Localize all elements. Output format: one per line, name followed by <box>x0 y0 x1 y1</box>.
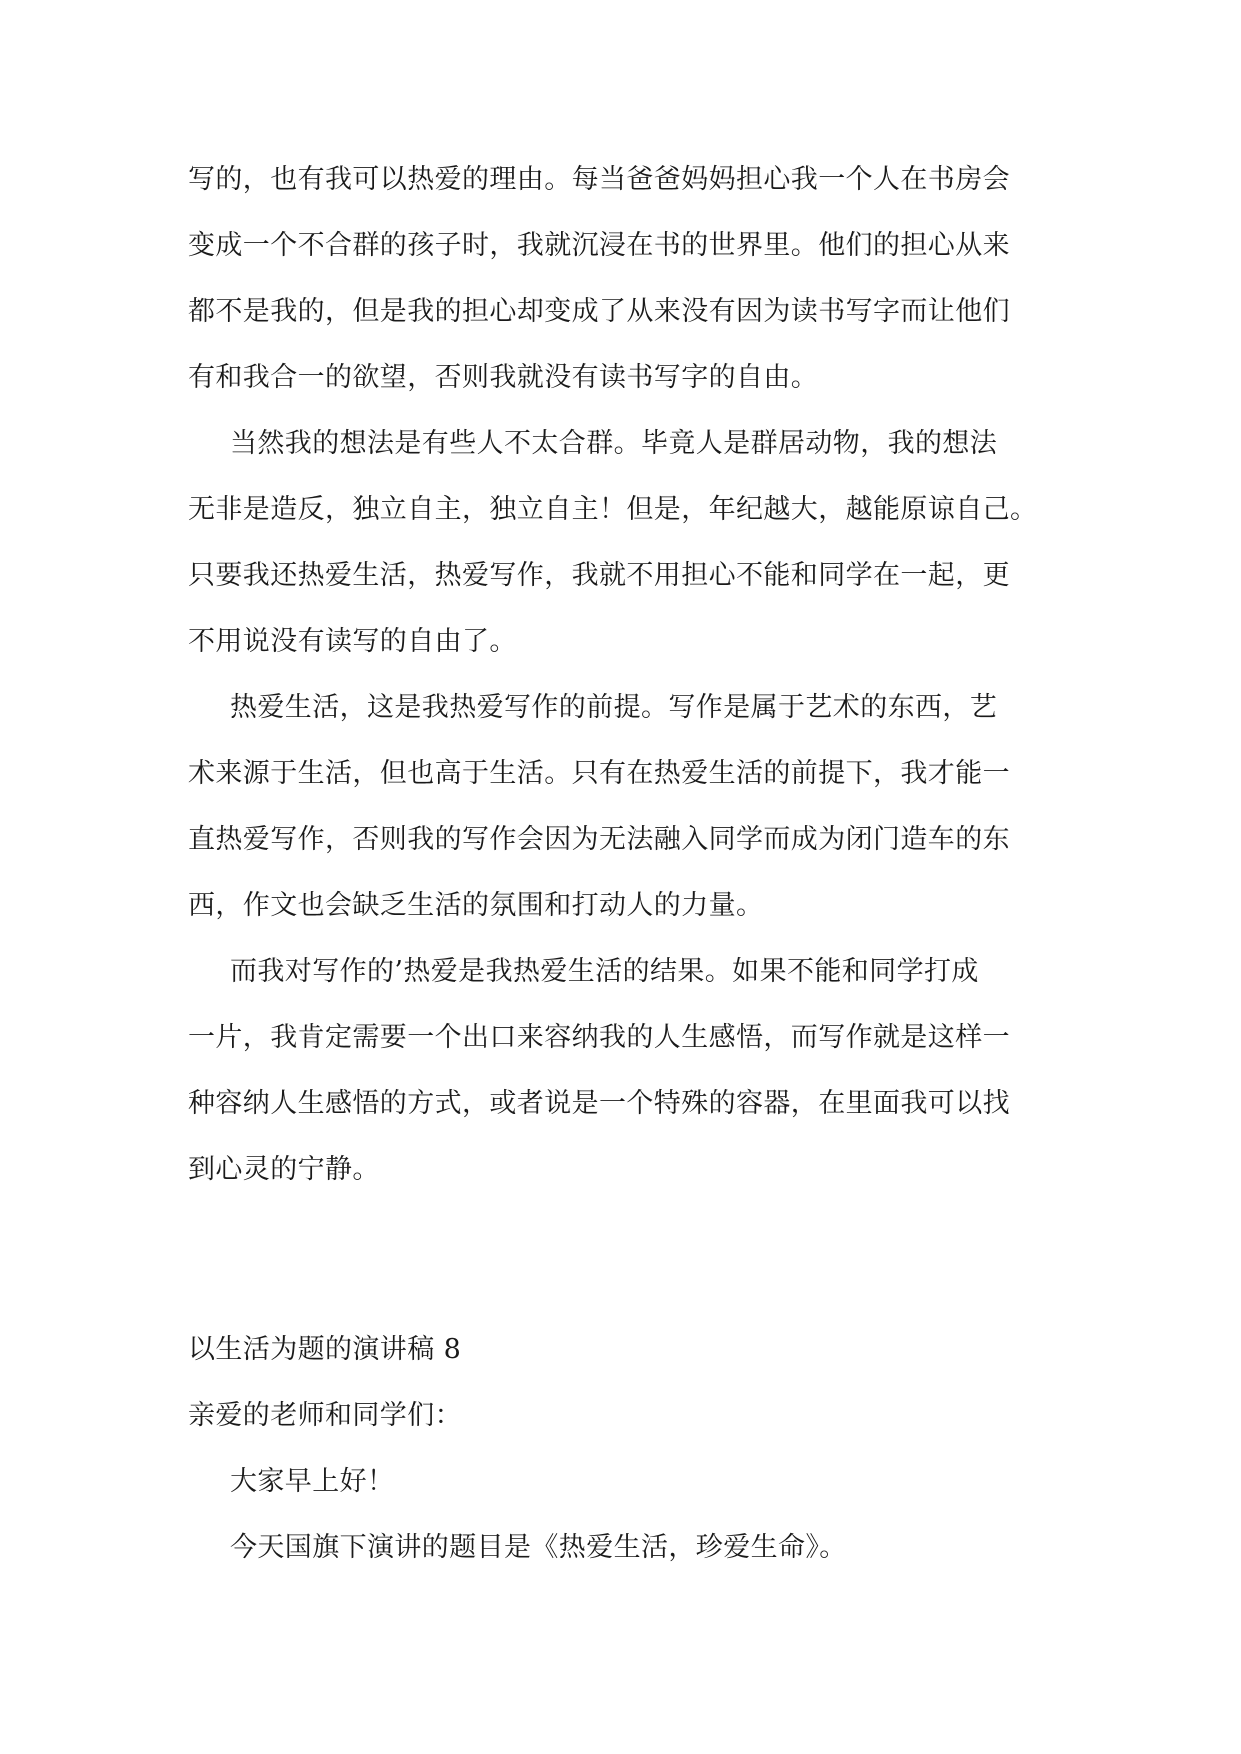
paragraph-line: 写的，也有我可以热爱的理由。每当爸爸妈妈担心我一个人在书房会 <box>188 164 1010 195</box>
paragraph-line: 不用说没有读写的自由了。 <box>188 626 517 657</box>
paragraph-line: 直热爱写作，否则我的写作会因为无法融入同学而成为闭门造车的东 <box>188 824 1010 855</box>
paragraph-line: 有和我合一的欲望，否则我就没有读书写字的自由。 <box>188 362 819 393</box>
paragraph-line: 一片，我肯定需要一个出口来容纳我的人生感悟，而写作就是这样一 <box>188 1022 1010 1053</box>
greeting: 大家早上好！ <box>230 1466 395 1497</box>
paragraph-line: 只要我还热爱生活，热爱写作，我就不用担心不能和同学在一起，更 <box>188 560 1010 591</box>
salutation: 亲爱的老师和同学们： <box>188 1400 462 1431</box>
paragraph-line: 而我对写作的’热爱是我热爱生活的结果。如果不能和同学打成 <box>230 956 979 987</box>
section-title: 以生活为题的演讲稿 8 <box>188 1334 462 1365</box>
intro-line: 今天国旗下演讲的题目是《热爱生活，珍爱生命》。 <box>230 1532 847 1563</box>
paragraph-line: 当然我的想法是有些人不太合群。毕竟人是群居动物，我的想法 <box>230 428 998 459</box>
paragraph-line: 到心灵的宁静。 <box>188 1154 380 1185</box>
paragraph-line: 变成一个不合群的孩子时，我就沉浸在书的世界里。他们的担心从来 <box>188 230 1010 261</box>
paragraph-line: 都不是我的，但是我的担心却变成了从来没有因为读书写字而让他们 <box>188 296 1010 327</box>
paragraph-line: 无非是造反，独立自主，独立自主！但是，年纪越大，越能原谅自己。 <box>188 494 1038 525</box>
paragraph-line: 热爱生活，这是我热爱写作的前提。写作是属于艺术的东西，艺 <box>230 692 998 723</box>
paragraph-line: 术来源于生活，但也高于生活。只有在热爱生活的前提下，我才能一 <box>188 758 1010 789</box>
paragraph-line: 种容纳人生感悟的方式，或者说是一个特殊的容器，在里面我可以找 <box>188 1088 1010 1119</box>
paragraph-line: 西，作文也会缺乏生活的氛围和打动人的力量。 <box>188 890 764 921</box>
